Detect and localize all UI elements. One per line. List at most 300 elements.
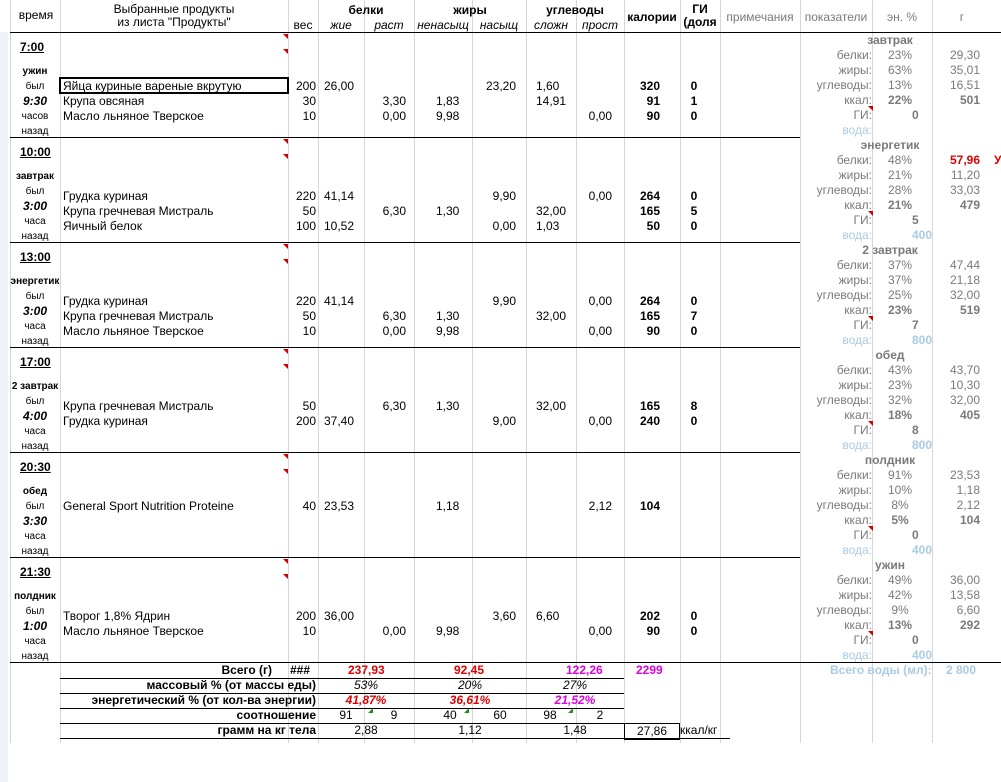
totals-protein: 237,93 <box>348 663 385 677</box>
summary-pct: 22% <box>887 93 913 107</box>
summary-water: 800 <box>912 438 933 452</box>
product-weight[interactable]: 200 <box>295 414 316 428</box>
product-name[interactable]: Крупа гречневая Мистраль <box>63 399 214 413</box>
meal-gap: 1:00 <box>22 619 48 633</box>
row-header[interactable] <box>0 437 8 452</box>
row-header[interactable] <box>0 47 8 62</box>
meal-gap: 3:00 <box>22 304 48 318</box>
summary-water-label: вода: <box>842 438 872 452</box>
summary-water: 400 <box>912 648 933 662</box>
summary-grams: 6,60 <box>956 603 980 617</box>
summary-gi-label: ГИ: <box>853 423 872 437</box>
row-header[interactable] <box>0 257 8 272</box>
summary-pct: 21% <box>887 168 913 182</box>
summary-gi-label: ГИ: <box>853 528 872 542</box>
row-header[interactable] <box>0 302 8 317</box>
protein-plant-value: 6,30 <box>382 399 406 413</box>
summary-grams: 16,51 <box>949 78 980 92</box>
protein-animal-value: 37,40 <box>324 414 355 428</box>
row-header[interactable] <box>0 152 8 167</box>
meal-ago-label: назад <box>21 231 49 242</box>
row-header[interactable] <box>0 542 8 557</box>
meal-hours-label: часа <box>24 531 46 542</box>
comment-indicator-icon[interactable] <box>283 559 288 564</box>
product-name[interactable]: Грудка куриная <box>63 414 148 428</box>
summary-gi-label: ГИ: <box>853 633 872 647</box>
row-header[interactable] <box>0 557 8 572</box>
product-name[interactable]: Грудка куриная <box>63 294 148 308</box>
meal-gap: 3:30 <box>22 514 48 528</box>
fats-sat-value: 0,00 <box>492 219 516 233</box>
summary-grams: 501 <box>959 93 980 107</box>
protein-animal-value: 36,00 <box>324 609 355 623</box>
summary-title: завтрак <box>867 33 913 47</box>
summary-grams: 23,53 <box>949 468 980 482</box>
mass-pct-fats: 20% <box>457 678 483 692</box>
row-header[interactable] <box>0 737 8 752</box>
gi-value: 0 <box>690 189 698 203</box>
summary-pct: 49% <box>887 573 913 587</box>
summary-label: жиры: <box>838 378 872 392</box>
grid-line <box>414 0 415 743</box>
ratio-carbs-1: 98 <box>543 708 557 722</box>
summary-grams: 2,12 <box>956 498 980 512</box>
summary-pct: 32% <box>887 393 913 407</box>
product-name[interactable]: Яичный белок <box>63 219 142 233</box>
meal-time: 17:00 <box>20 355 51 369</box>
mass-pct-protein: 53% <box>353 678 379 692</box>
summary-grams: 32,00 <box>949 288 980 302</box>
summary-label: жиры: <box>838 483 872 497</box>
product-weight[interactable]: 10 <box>302 324 316 338</box>
header-fats-sat: насыщ <box>479 18 519 32</box>
summary-label: жиры: <box>838 273 872 287</box>
carbs-complex-value: 6,60 <box>536 609 560 623</box>
row-header[interactable] <box>0 452 8 467</box>
comment-indicator-icon[interactable] <box>868 526 873 531</box>
header-notes: примечания <box>726 10 794 24</box>
carbs-complex-value: 1,60 <box>536 79 560 93</box>
product-weight[interactable]: 10 <box>302 109 316 123</box>
summary-title: ужин <box>875 558 905 572</box>
row-header[interactable] <box>0 497 8 512</box>
product-weight[interactable]: 100 <box>295 219 316 233</box>
meal-ago-label: назад <box>21 441 49 452</box>
comment-indicator-icon[interactable] <box>283 349 288 354</box>
product-weight[interactable]: 40 <box>302 499 316 513</box>
calories-value: 264 <box>639 189 660 203</box>
carbs-simple-value: 0,00 <box>588 324 612 338</box>
summary-water: 400 <box>912 228 933 242</box>
fats-unsat-value: 1,30 <box>436 309 460 323</box>
row-header[interactable] <box>0 182 8 197</box>
row-header[interactable] <box>0 32 8 47</box>
meal-time: 13:00 <box>20 250 51 264</box>
product-name[interactable]: Грудка куриная <box>63 189 148 203</box>
totals-carbs: 122,26 <box>566 663 603 677</box>
totals-fats: 92,45 <box>454 663 485 677</box>
carbs-simple-value: 0,00 <box>588 189 612 203</box>
row-header[interactable] <box>0 767 8 782</box>
header-carbs-complex: сложн <box>533 18 569 32</box>
calories-value: 50 <box>646 219 660 233</box>
gi-value: 0 <box>690 414 698 428</box>
comment-indicator-icon[interactable] <box>868 631 873 636</box>
summary-label: ккал: <box>844 303 872 317</box>
gi-value: 0 <box>690 324 698 338</box>
row-header[interactable] <box>0 122 8 137</box>
row-header[interactable] <box>0 317 8 332</box>
fats-unsat-value: 1,30 <box>436 204 460 218</box>
meal-previous-name: ужин <box>22 66 48 77</box>
ratio-fats-2: 60 <box>493 708 507 722</box>
summary-label: белки: <box>836 468 872 482</box>
summary-water: 400 <box>912 543 933 557</box>
protein-animal-value: 41,14 <box>324 189 355 203</box>
meal-time: 7:00 <box>20 40 45 54</box>
comment-indicator-icon[interactable] <box>283 154 288 159</box>
product-weight[interactable]: 50 <box>302 309 316 323</box>
summary-pct: 9% <box>891 603 909 617</box>
carbs-complex-value: 32,00 <box>536 309 567 323</box>
grid-line <box>526 0 527 743</box>
summary-label: углеводы: <box>816 288 872 302</box>
totals-water: 2 800 <box>946 663 977 677</box>
row-header[interactable] <box>0 332 8 347</box>
fats-unsat-value: 1,83 <box>436 94 460 108</box>
summary-title: полдник <box>864 453 916 467</box>
summary-label: жиры: <box>838 63 872 77</box>
row-header[interactable] <box>0 527 8 542</box>
summary-pct: 43% <box>887 363 913 377</box>
ratio-protein-2: 9 <box>390 708 398 722</box>
protein-plant-value: 0,00 <box>382 324 406 338</box>
row-header[interactable] <box>0 107 8 122</box>
grid-line <box>318 0 319 743</box>
summary-grams: 13,58 <box>949 588 980 602</box>
calories-value: 165 <box>639 309 660 323</box>
calories-value: 320 <box>639 79 660 93</box>
meal-previous-name: энергетик <box>10 276 60 287</box>
carbs-complex-value: 14,91 <box>536 94 567 108</box>
product-name[interactable]: Масло льняное Тверское <box>63 109 204 123</box>
row-header[interactable] <box>0 272 8 287</box>
row-header[interactable] <box>0 92 8 107</box>
carbs-simple-value: 0,00 <box>588 294 612 308</box>
meal-was-label: был <box>25 81 45 92</box>
row-header[interactable] <box>0 722 8 737</box>
energy-pct-fats: 36,61% <box>449 693 491 707</box>
meal-hours-label: часа <box>24 636 46 647</box>
comment-indicator-icon[interactable] <box>568 708 573 713</box>
comment-indicator-icon[interactable] <box>868 421 873 426</box>
comment-indicator-icon[interactable] <box>868 316 873 321</box>
protein-animal-value: 41,14 <box>324 294 355 308</box>
meal-previous-name: 2 завтрак <box>11 381 59 392</box>
carbs-simple-value: 0,00 <box>588 414 612 428</box>
gi-value: 0 <box>690 624 698 638</box>
row-header[interactable] <box>0 752 8 767</box>
gi-value: 1 <box>690 94 698 108</box>
comment-indicator-icon[interactable] <box>368 708 373 713</box>
ratio-fats-1: 40 <box>443 708 457 722</box>
totals-label: Всего (г) <box>221 663 272 677</box>
summary-water-label: вода: <box>842 123 872 137</box>
header-protein: белки <box>348 3 384 17</box>
header-fats-unsat: ненасыщ <box>417 18 469 32</box>
summary-pct: 5% <box>891 513 909 527</box>
energy-pct-label: энергетический % (от кол-ва энергии) <box>91 693 316 707</box>
summary-pct: 23% <box>887 303 913 317</box>
summary-pct: 8% <box>891 498 909 512</box>
product-weight[interactable]: 200 <box>295 79 316 93</box>
summary-water-label: вода: <box>842 228 872 242</box>
summary-label: углеводы: <box>816 498 872 512</box>
product-weight[interactable]: 220 <box>295 294 316 308</box>
carbs-complex-value: 1,03 <box>536 219 560 233</box>
product-name[interactable]: Яйца куриные вареные вкрутую <box>63 79 242 93</box>
row-header[interactable] <box>0 242 8 257</box>
summary-grams: 405 <box>959 408 980 422</box>
summary-label: белки: <box>836 258 872 272</box>
comment-indicator-icon[interactable] <box>283 34 288 39</box>
meal-ago-label: назад <box>21 336 49 347</box>
fats-sat-value: 3,60 <box>492 609 516 623</box>
ratio-label: соотношение <box>236 708 316 722</box>
product-name[interactable]: Творог 1,8% Ядрин <box>63 609 171 623</box>
row-header[interactable] <box>0 572 8 587</box>
product-name[interactable]: Масло льняное Тверское <box>63 324 204 338</box>
active-cell-selection[interactable] <box>59 77 289 94</box>
calories-value: 90 <box>646 109 660 123</box>
comment-indicator-icon[interactable] <box>283 259 288 264</box>
gi-value: 0 <box>690 609 698 623</box>
gi-value: 0 <box>690 109 698 123</box>
product-weight[interactable]: 200 <box>295 609 316 623</box>
meal-was-label: был <box>25 186 45 197</box>
row-header[interactable] <box>0 647 8 662</box>
header-grams: г <box>959 10 965 24</box>
summary-grams: 43,70 <box>949 363 980 377</box>
summary-label: ккал: <box>844 513 872 527</box>
summary-grams: 479 <box>959 198 980 212</box>
summary-pct: 25% <box>887 288 913 302</box>
summary-gi-label: ГИ: <box>853 108 872 122</box>
product-name[interactable]: Крупа овсяная <box>63 94 145 108</box>
summary-grams: 35,01 <box>949 63 980 77</box>
calories-value: 240 <box>639 414 660 428</box>
product-name[interactable]: General Sport Nutrition Proteine <box>63 499 234 513</box>
fats-unsat-value: 1,18 <box>436 499 460 513</box>
row-header[interactable] <box>0 62 8 77</box>
carbs-simple-value: 0,00 <box>588 624 612 638</box>
row-header[interactable] <box>0 287 8 302</box>
gi-value: 0 <box>690 79 698 93</box>
comment-indicator-icon[interactable] <box>283 469 288 474</box>
grid-line <box>680 0 681 743</box>
row-header[interactable] <box>0 587 8 602</box>
product-weight[interactable]: 10 <box>302 624 316 638</box>
summary-title: 2 завтрак <box>862 243 918 257</box>
row-header[interactable] <box>0 422 8 437</box>
meal-hours-label: часа <box>24 321 46 332</box>
comment-indicator-icon[interactable] <box>283 139 288 144</box>
meal-gap: 3:00 <box>22 199 48 213</box>
row-header[interactable] <box>0 677 8 692</box>
protein-plant-value: 0,00 <box>382 624 406 638</box>
meal-border <box>10 452 800 453</box>
protein-plant-value: 6,30 <box>382 204 406 218</box>
header-energy-pct: эн. % <box>886 10 918 24</box>
summary-pct: 37% <box>887 273 913 287</box>
summary-label: белки: <box>836 153 872 167</box>
calories-value: 264 <box>639 294 660 308</box>
summary-label: ккал: <box>844 618 872 632</box>
totals-hash: ### <box>290 663 311 677</box>
mass-pct-carbs: 27% <box>562 678 588 692</box>
row-header[interactable] <box>0 377 8 392</box>
product-weight[interactable]: 30 <box>302 94 316 108</box>
ratio-protein-1: 91 <box>339 708 353 722</box>
row-header[interactable] <box>0 692 8 707</box>
row-header[interactable] <box>0 227 8 242</box>
summary-label: углеводы: <box>816 393 872 407</box>
header-fats: жиры <box>453 3 487 17</box>
summary-title: обед <box>875 348 905 362</box>
summary-label: белки: <box>836 363 872 377</box>
gi-value: 7 <box>690 309 698 323</box>
row-header[interactable] <box>0 167 8 182</box>
header-time: время <box>18 8 54 22</box>
meal-ago-label: назад <box>21 126 49 137</box>
row-header[interactable] <box>0 662 8 677</box>
product-weight[interactable]: 50 <box>302 399 316 413</box>
fats-unsat-value: 9,98 <box>436 624 460 638</box>
row-header[interactable] <box>0 512 8 527</box>
meal-time: 20:30 <box>20 460 51 474</box>
ratio-carbs-2: 2 <box>596 708 604 722</box>
product-name[interactable]: Крупа гречневая Мистраль <box>63 204 214 218</box>
summary-water-label: вода: <box>842 648 872 662</box>
meal-was-label: был <box>25 291 45 302</box>
gi-value: 0 <box>690 294 698 308</box>
row-header[interactable] <box>0 482 8 497</box>
row-header[interactable] <box>0 617 8 632</box>
meal-time: 21:30 <box>20 565 51 579</box>
summary-gi: 0 <box>912 528 919 542</box>
meal-was-label: был <box>25 396 45 407</box>
meal-border <box>10 137 800 138</box>
comment-indicator-icon[interactable] <box>283 364 288 369</box>
comment-indicator-icon[interactable] <box>868 211 873 216</box>
summary-label: ккал: <box>844 408 872 422</box>
header-indicators: показатели <box>804 10 868 24</box>
row-header[interactable] <box>0 602 8 617</box>
per-kg-unit: ккал/кг <box>680 723 718 737</box>
product-weight[interactable]: 220 <box>295 189 316 203</box>
comment-indicator-icon[interactable] <box>283 49 288 54</box>
meal-previous-name: обед <box>22 486 48 497</box>
per-kg-fats: 1,12 <box>458 723 482 737</box>
carbs-complex-value: 32,00 <box>536 399 567 413</box>
grid-line <box>60 0 61 743</box>
calories-value: 104 <box>639 499 660 513</box>
row-header[interactable] <box>0 707 8 722</box>
summary-grams: 1,18 <box>956 483 980 497</box>
comment-indicator-icon[interactable] <box>283 244 288 249</box>
comment-indicator-icon[interactable] <box>283 574 288 579</box>
protein-animal-value: 10,52 <box>324 219 355 233</box>
meal-border <box>10 242 800 243</box>
totals-calories: 2299 <box>636 663 663 677</box>
gi-value: 8 <box>690 399 698 413</box>
summary-pct: 28% <box>887 183 913 197</box>
carbs-complex-value: 32,00 <box>536 204 567 218</box>
row-header[interactable] <box>0 137 8 152</box>
row-header[interactable] <box>0 212 8 227</box>
summary-water: 800 <box>912 333 933 347</box>
summary-grams: 519 <box>959 303 980 317</box>
summary-grams: 33,03 <box>949 183 980 197</box>
summary-pct: 23% <box>887 48 913 62</box>
fats-sat-value: 9,90 <box>492 189 516 203</box>
summary-label: углеводы: <box>816 183 872 197</box>
calories-value: 202 <box>639 609 660 623</box>
comment-indicator-icon[interactable] <box>868 106 873 111</box>
summary-grams: 47,44 <box>949 258 980 272</box>
meal-hours-label: часов <box>21 111 49 122</box>
row-header[interactable] <box>0 632 8 647</box>
row-header[interactable] <box>0 467 8 482</box>
row-header[interactable] <box>0 197 8 212</box>
meal-hours-label: часа <box>24 216 46 227</box>
product-name[interactable]: Крупа гречневая Мистраль <box>63 309 214 323</box>
carbs-simple-value: 2,12 <box>588 499 612 513</box>
summary-grams: 57,96 <box>949 153 980 167</box>
header-carbs: углеводы <box>546 3 604 17</box>
per-kg-protein: 2,88 <box>354 723 378 737</box>
mass-pct-label: массовый % (от массы еды) <box>146 678 316 692</box>
summary-grams: 21,18 <box>949 273 980 287</box>
summary-gi: 5 <box>912 213 919 227</box>
calories-value: 165 <box>639 399 660 413</box>
calories-value: 90 <box>646 624 660 638</box>
summary-label: белки: <box>836 48 872 62</box>
bottom-border <box>60 738 730 739</box>
summary-gi: 7 <box>912 318 919 332</box>
grid-line <box>720 0 721 743</box>
per-kg-label: грамм на кг тела <box>217 723 316 737</box>
summary-grams: 10,30 <box>949 378 980 392</box>
comment-indicator-icon[interactable] <box>283 454 288 459</box>
comment-indicator-icon[interactable] <box>464 708 469 713</box>
summary-label: углеводы: <box>816 603 872 617</box>
summary-pct: 63% <box>887 63 913 77</box>
fats-sat-value: 23,20 <box>485 79 516 93</box>
calories-value: 90 <box>646 324 660 338</box>
fats-sat-value: 9,00 <box>492 414 516 428</box>
meal-gap: 9:30 <box>22 94 48 108</box>
row-header[interactable] <box>0 77 8 92</box>
summary-grams: 36,00 <box>949 573 980 587</box>
product-name[interactable]: Масло льняное Тверское <box>63 624 204 638</box>
row-header[interactable] <box>0 347 8 362</box>
header-weight: вес <box>293 18 313 32</box>
row-header[interactable] <box>0 407 8 422</box>
row-header[interactable] <box>0 362 8 377</box>
product-weight[interactable]: 50 <box>302 204 316 218</box>
row-header[interactable] <box>0 392 8 407</box>
